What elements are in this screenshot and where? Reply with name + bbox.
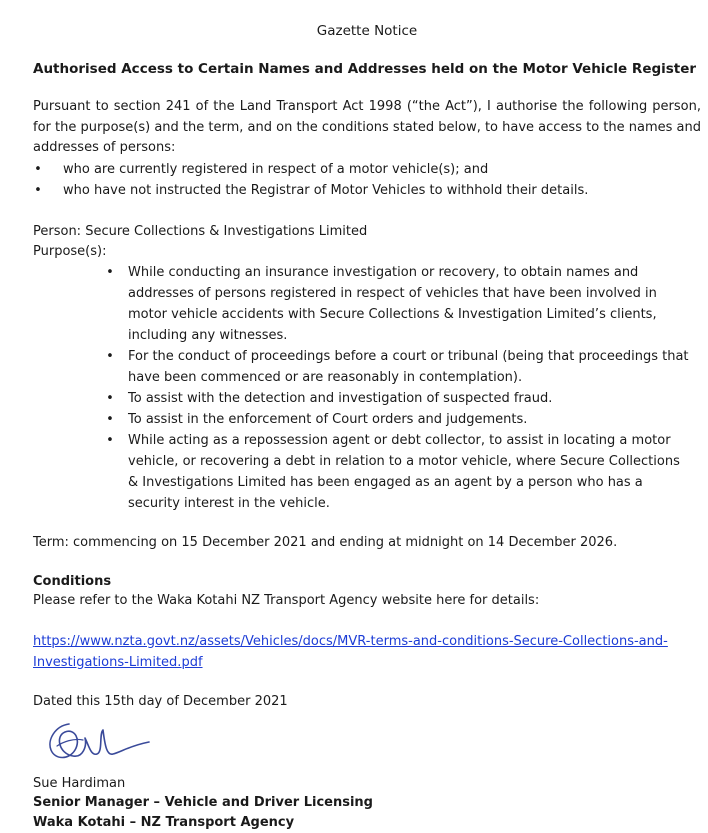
list-item xyxy=(33,180,701,201)
conditions-heading: Conditions xyxy=(33,573,112,589)
dated-line: Dated this 15th day of December 2021 xyxy=(33,693,288,709)
signature-image xyxy=(39,716,159,768)
list-item xyxy=(105,262,701,346)
bullet-icon: • xyxy=(34,182,42,198)
list-item-text: While acting as a repossession agent or debt collector, to assist in locating a motor vehicle, or recovering a debt in relation to a motor vehicle, where Secure Collections & Investigations Limited has been engaged as an agent by a person who has a security interest in the vehicle. xyxy=(128,432,680,511)
bullet-icon: • xyxy=(106,390,114,406)
bullet-icon: • xyxy=(106,264,114,280)
notice-title: Gazette Notice xyxy=(316,23,418,39)
list-item xyxy=(105,388,701,409)
conditions-text: Please refer to the Waka Kotahi NZ Transport Agency website here for details: xyxy=(33,592,540,608)
signer-role: Senior Manager – Vehicle and Driver Licensing xyxy=(33,794,373,810)
bullet-icon: • xyxy=(34,161,42,177)
persons-criteria-list xyxy=(33,159,701,201)
bullet-icon: • xyxy=(106,348,114,364)
list-item xyxy=(105,346,701,388)
intro-paragraph: Pursuant to section 241 of the Land Transport Act 1998 (“the Act”), I authorise the following person, for the purpose(s) and the term, and on the conditions stated below, to have access to the names and addresses of persons: xyxy=(33,99,701,155)
purposes-label: Purpose(s): xyxy=(33,243,107,259)
notice-heading: Authorised Access to Certain Names and Addresses held on the Motor Vehicle Register xyxy=(33,61,697,77)
purposes-list xyxy=(33,262,701,514)
list-item-text: To assist in the enforcement of Court orders and judgements. xyxy=(128,411,528,427)
bullet-icon: • xyxy=(106,432,114,448)
list-item xyxy=(105,409,701,430)
term-statement: Term: commencing on 15 December 2021 and ending at midnight on 14 December 2026. xyxy=(33,534,618,550)
list-item-text: While conducting an insurance investigation or recovery, to obtain names and addresses of persons registered in respect of vehicles that have been involved in motor vehicle accidents with Secure Collections & Investigation Limited’s clients, including any witnesses. xyxy=(128,264,657,343)
list-item-text: who are currently registered in respect of a motor vehicle(s); and xyxy=(63,161,489,177)
list-item-text: To assist with the detection and investigation of suspected fraud. xyxy=(128,390,553,406)
bullet-icon: • xyxy=(106,411,114,427)
gazette-notice-page xyxy=(33,0,701,833)
list-item-text: who have not instructed the Registrar of Motor Vehicles to withhold their details. xyxy=(63,182,589,198)
list-item xyxy=(105,430,701,514)
conditions-document-link[interactable]: https://www.nzta.govt.nz/assets/Vehicles/docs/MVR-terms-and-conditions-Secure-Collections-and-Investigations-Limited.pdf xyxy=(33,633,668,670)
list-item-text: For the conduct of proceedings before a court or tribunal (being that proceedings that have been commenced or are reasonably in contemplation). xyxy=(128,348,689,385)
signer-name: Sue Hardiman xyxy=(33,775,126,791)
authorised-person: Person: Secure Collections & Investigations Limited xyxy=(33,223,368,239)
signer-organisation: Waka Kotahi – NZ Transport Agency xyxy=(33,814,295,830)
list-item xyxy=(33,159,701,180)
